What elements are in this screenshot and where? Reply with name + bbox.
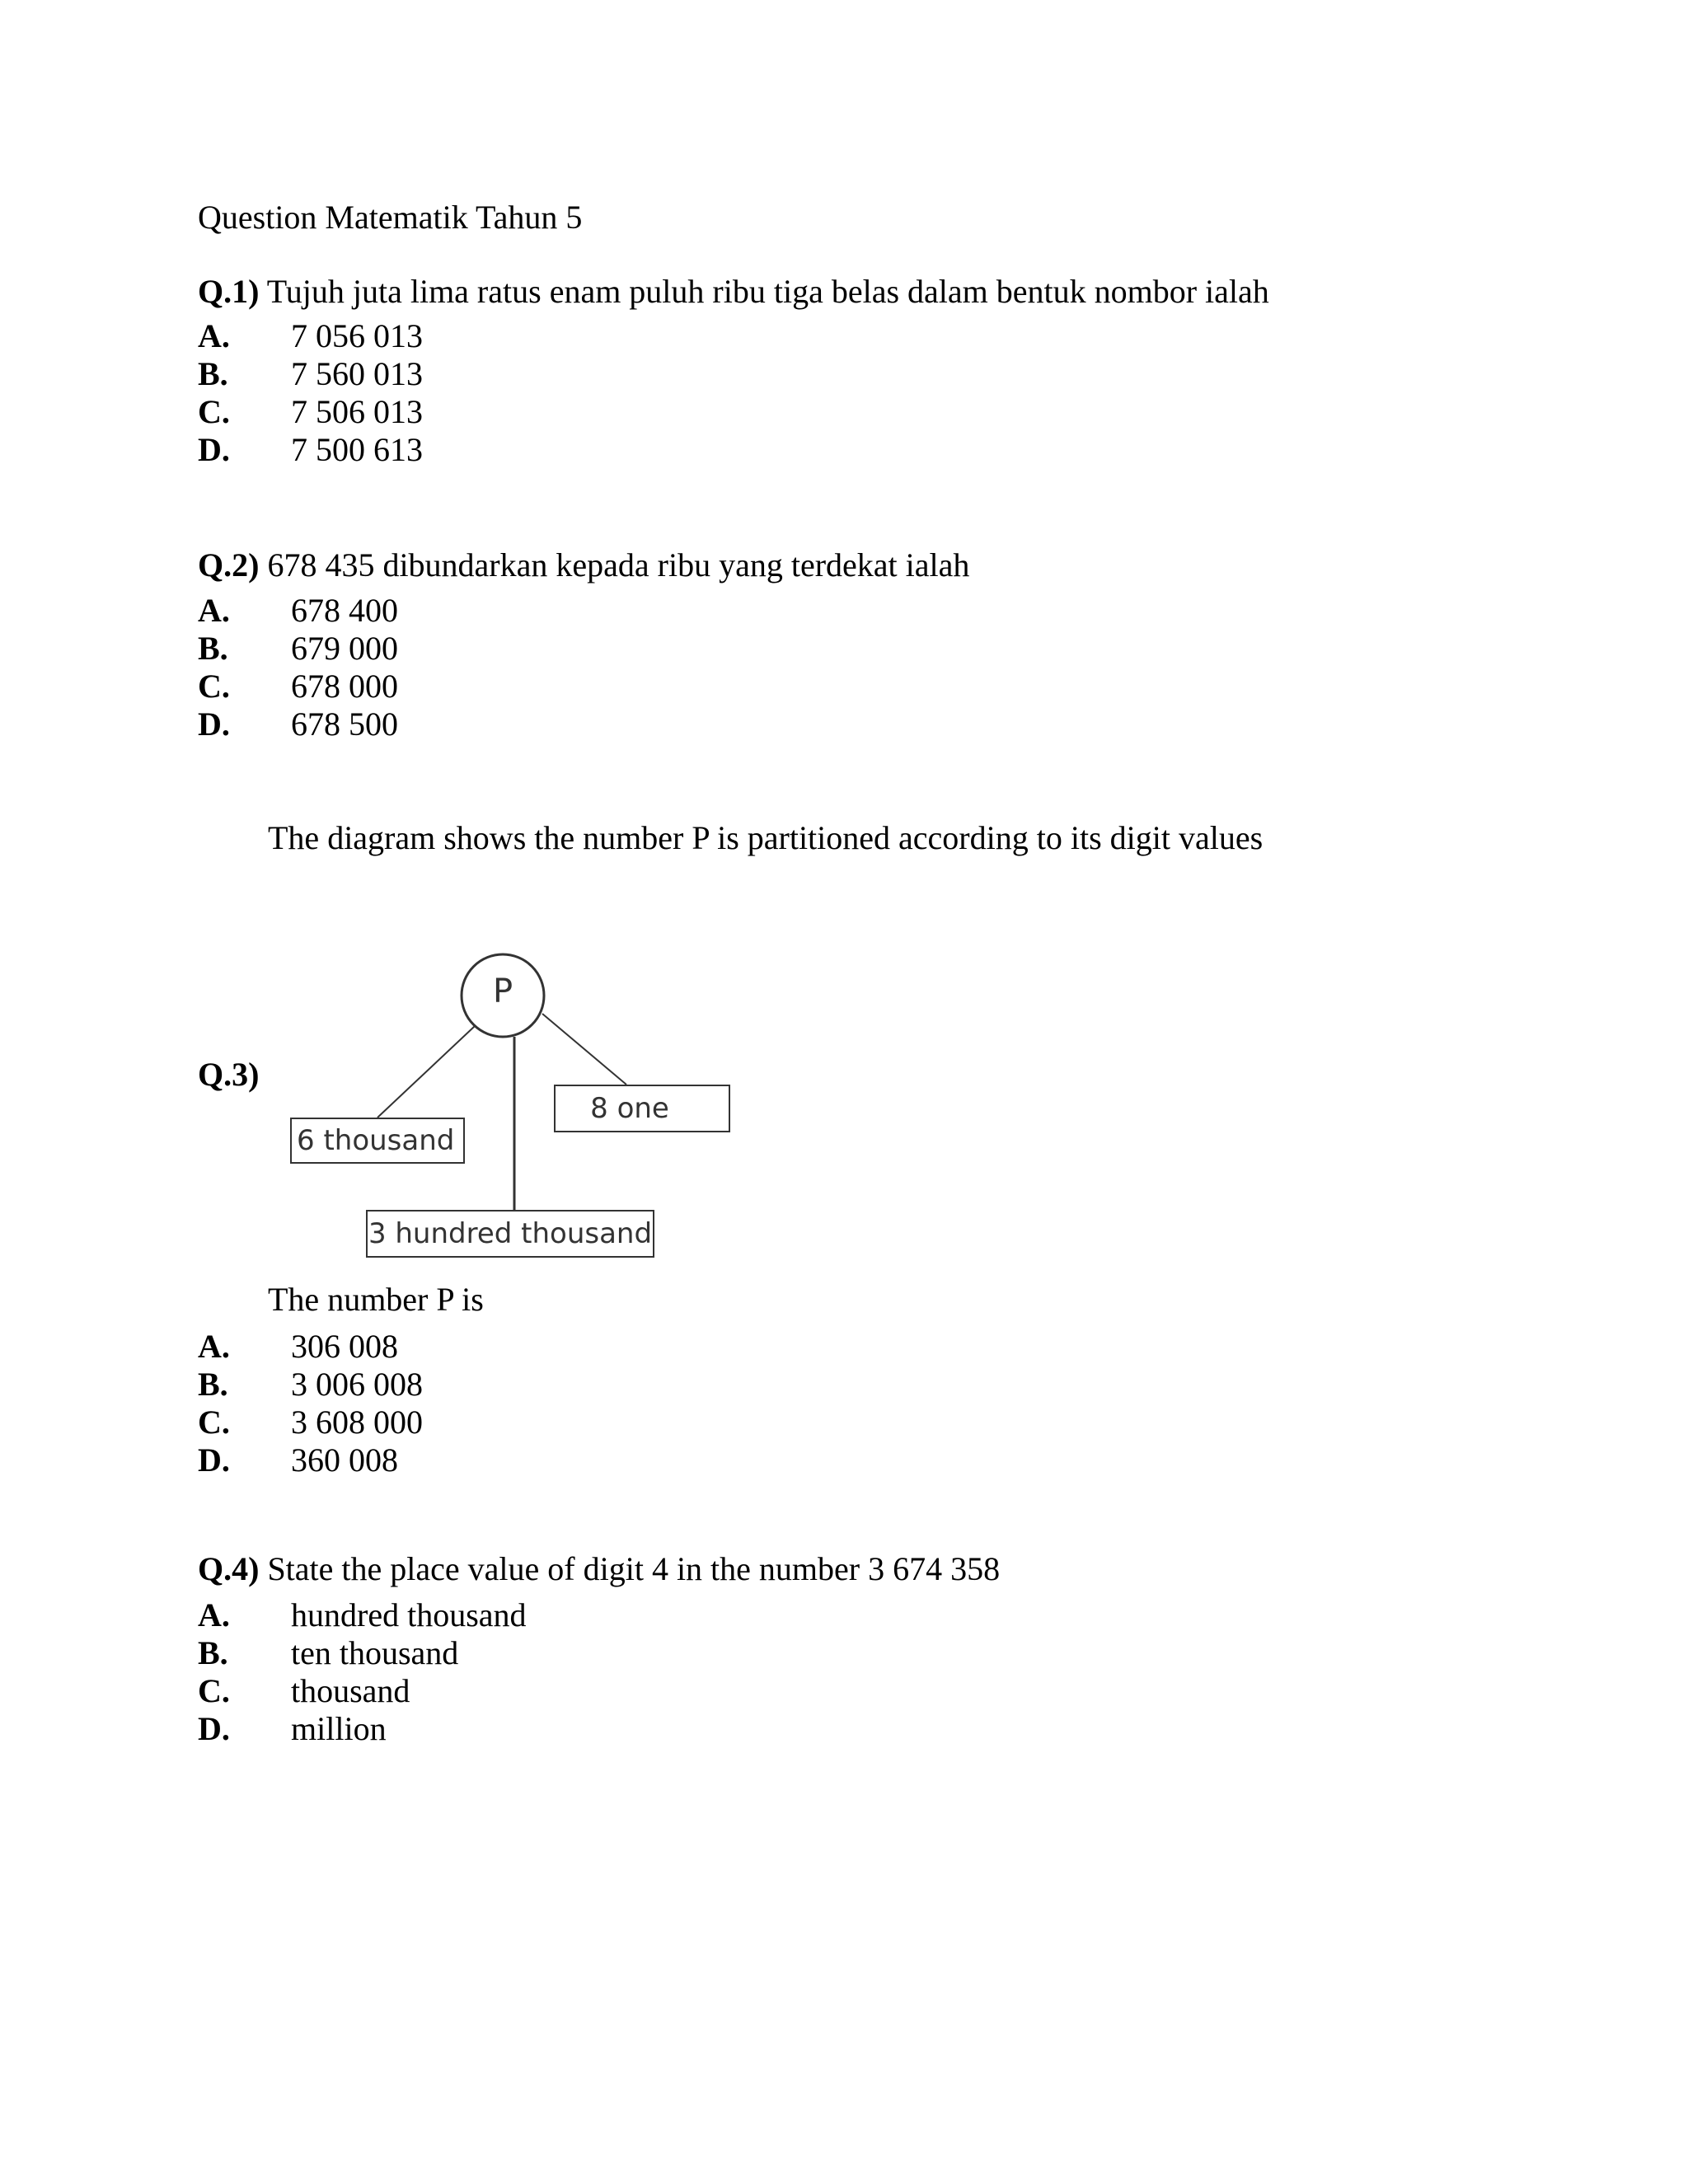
option-row bbox=[198, 705, 398, 743]
connector-left bbox=[377, 1026, 475, 1118]
option-letter: D. bbox=[198, 1710, 230, 1747]
option-row bbox=[198, 355, 423, 393]
option-row bbox=[198, 317, 423, 355]
option-letter: C. bbox=[198, 668, 230, 705]
question-4-text: State the place value of digit 4 in the number 3 674 358 bbox=[267, 1550, 1001, 1587]
option-letter: D. bbox=[198, 1441, 230, 1479]
question-3-text: The number P is bbox=[268, 1281, 484, 1318]
option-text: 678 400 bbox=[291, 592, 398, 629]
question-2-number: Q.2) bbox=[198, 546, 260, 583]
right-partition-box bbox=[554, 1085, 730, 1132]
question-4 bbox=[198, 1549, 1000, 1589]
question-4-options bbox=[198, 1596, 527, 1748]
option-text: ten thousand bbox=[291, 1634, 459, 1671]
option-text: thousand bbox=[291, 1672, 410, 1709]
option-row bbox=[198, 431, 423, 469]
right-partition-label: 8 one bbox=[590, 1092, 669, 1125]
option-letter: B. bbox=[198, 630, 228, 667]
option-text: 678 500 bbox=[291, 705, 398, 743]
bottom-partition-box bbox=[366, 1210, 654, 1258]
option-text: 7 500 613 bbox=[291, 431, 423, 468]
option-text: 3 608 000 bbox=[291, 1404, 423, 1441]
root-label: P bbox=[492, 972, 513, 1010]
option-row bbox=[198, 1634, 527, 1672]
option-letter: A. bbox=[198, 317, 230, 354]
option-text: 7 056 013 bbox=[291, 317, 423, 354]
option-letter: A. bbox=[198, 592, 230, 629]
question-1 bbox=[198, 272, 1269, 312]
question-3-intro: The diagram shows the number P is partitioned according to its digit values bbox=[268, 819, 1264, 856]
option-letter: B. bbox=[198, 355, 228, 392]
option-text: 7 506 013 bbox=[291, 393, 423, 430]
question-2-text: 678 435 dibundarkan kepada ribu yang terdekat ialah bbox=[267, 546, 970, 583]
option-letter: A. bbox=[198, 1596, 230, 1633]
option-letter: B. bbox=[198, 1366, 228, 1403]
option-text: 306 008 bbox=[291, 1328, 398, 1365]
option-letter: C. bbox=[198, 1672, 230, 1709]
option-letter: B. bbox=[198, 1634, 228, 1671]
option-row bbox=[198, 1672, 527, 1710]
option-row bbox=[198, 630, 398, 668]
question-3-number: Q.3) bbox=[198, 1056, 260, 1093]
option-letter: C. bbox=[198, 393, 230, 430]
option-letter: C. bbox=[198, 1404, 230, 1441]
option-text: 7 560 013 bbox=[291, 355, 423, 392]
option-row bbox=[198, 1366, 423, 1404]
option-letter: D. bbox=[198, 431, 230, 468]
question-3-options bbox=[198, 1328, 423, 1479]
question-2-options bbox=[198, 592, 398, 743]
option-text: hundred thousand bbox=[291, 1596, 527, 1633]
question-2 bbox=[198, 546, 969, 585]
option-row bbox=[198, 393, 423, 431]
option-letter: D. bbox=[198, 705, 230, 743]
option-row bbox=[198, 1328, 423, 1366]
question-1-number: Q.1) bbox=[198, 273, 260, 310]
option-row bbox=[198, 592, 398, 630]
option-row bbox=[198, 1710, 527, 1748]
connector-right bbox=[542, 1014, 626, 1085]
partition-diagram bbox=[280, 948, 742, 1261]
option-text: 678 000 bbox=[291, 668, 398, 705]
option-text: 360 008 bbox=[291, 1441, 398, 1479]
option-text: million bbox=[291, 1710, 387, 1747]
document-title: Question Matematik Tahun 5 bbox=[198, 199, 583, 236]
option-row bbox=[198, 1404, 423, 1441]
option-text: 3 006 008 bbox=[291, 1366, 423, 1403]
left-partition-label: 6 thousand bbox=[297, 1124, 455, 1157]
left-partition-box bbox=[290, 1118, 465, 1164]
option-letter: A. bbox=[198, 1328, 230, 1365]
option-text: 679 000 bbox=[291, 630, 398, 667]
option-row bbox=[198, 1596, 527, 1634]
question-1-options bbox=[198, 317, 423, 469]
question-4-number: Q.4) bbox=[198, 1550, 260, 1587]
bottom-partition-label: 3 hundred thousand bbox=[368, 1217, 653, 1250]
question-1-text: Tujuh juta lima ratus enam puluh ribu tiga belas dalam bentuk nombor ialah bbox=[266, 273, 1269, 310]
option-row bbox=[198, 1441, 423, 1479]
option-row bbox=[198, 668, 398, 705]
